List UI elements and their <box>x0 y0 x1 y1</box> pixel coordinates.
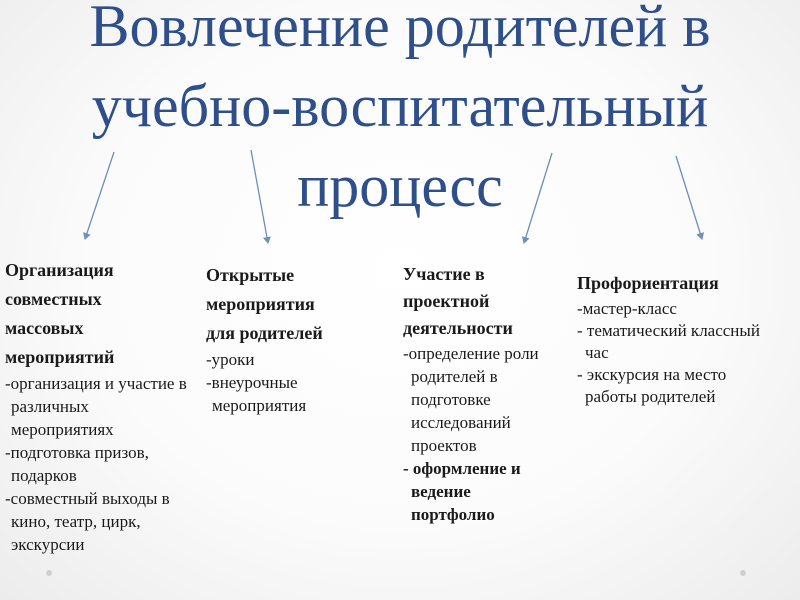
column-open-events <box>206 261 376 417</box>
list-item <box>5 487 240 556</box>
list-item-line: -определение роли <box>403 344 539 363</box>
column-joint-events <box>5 256 240 556</box>
column-heading-line: Открытые <box>206 265 295 285</box>
title-line-3: процесс <box>297 153 503 219</box>
list-item <box>403 457 581 526</box>
decorative-dot-right <box>740 570 746 576</box>
list-item-line: - экскурсия на место <box>577 365 727 384</box>
list-item-line: мероприятиях <box>11 420 114 439</box>
column-item-list <box>5 372 240 556</box>
list-item-line: подготовке <box>411 390 491 409</box>
list-item-line: исследований <box>411 413 511 432</box>
column-heading-line: Участие в <box>403 264 485 284</box>
column-heading-line: Профориентация <box>577 273 719 293</box>
list-item <box>5 372 240 441</box>
column-heading-line: массовых <box>5 318 84 338</box>
column-item-list <box>403 342 581 526</box>
list-item-line: подарков <box>11 466 77 485</box>
column-item-list <box>577 298 799 408</box>
arrow-to-column-2 <box>251 150 268 243</box>
list-item-line: родителей в <box>411 367 498 386</box>
column-heading-line: Организация <box>5 260 114 280</box>
arrow-to-column-1 <box>85 152 114 239</box>
list-item <box>403 342 581 457</box>
list-item-line: различных <box>11 397 89 416</box>
arrow-to-column-3 <box>524 153 552 243</box>
list-item-line: кино, театр, цирк, <box>11 512 141 531</box>
list-item-line: час <box>585 343 609 362</box>
list-item <box>577 298 799 320</box>
column-heading-line: для родителей <box>206 323 323 343</box>
list-item <box>577 320 799 364</box>
list-item-line: -подготовка призов, <box>5 443 149 462</box>
title-line-1: Вовлечение родителей в <box>89 0 711 59</box>
list-item-line: мероприятия <box>212 396 307 415</box>
list-item-line: -мастер-класс <box>577 299 677 318</box>
list-item <box>206 348 376 417</box>
list-item-line: проектов <box>411 436 477 455</box>
column-career-guidance <box>577 268 799 408</box>
list-item <box>5 441 240 487</box>
list-item-line: -организация и участие в <box>5 374 187 393</box>
list-item-line: ведение <box>411 482 471 501</box>
list-item-line: экскурсии <box>11 535 85 554</box>
list-item-line: - оформление и <box>403 459 521 478</box>
column-heading-line: совместных <box>5 289 102 309</box>
list-item-line: - тематический классный <box>577 321 760 340</box>
column-project-activity <box>403 261 581 526</box>
list-item-line: -совместный выходы в <box>5 489 170 508</box>
column-item-list <box>206 348 376 417</box>
list-item-line: портфолио <box>411 505 495 524</box>
column-heading-line: деятельности <box>403 318 513 338</box>
list-item <box>577 364 799 408</box>
column-heading-line: мероприятий <box>5 347 115 367</box>
column-heading-line: проектной <box>403 291 490 311</box>
decorative-dot-left <box>46 570 52 576</box>
list-item-line: работы родителей <box>585 387 716 406</box>
list-item-line: -уроки <box>206 350 255 369</box>
title-line-2: учебно-воспитательный <box>91 73 709 139</box>
arrow-to-column-4 <box>676 156 702 239</box>
column-heading-line: мероприятия <box>206 294 315 314</box>
list-item-line: -внеурочные <box>206 373 298 392</box>
